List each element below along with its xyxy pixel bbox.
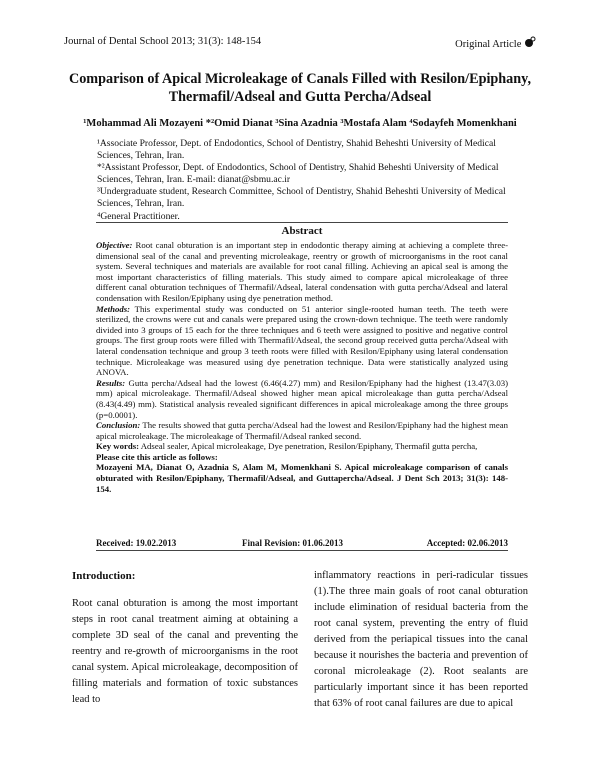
abstract-heading: Abstract (281, 225, 323, 237)
methods-text: This experimental study was conducted on 51 anterior single-rooted human teeth. The teeth were sterilized, the crowns were cut and canals were prepared using the crown-down technique. The teeth were randomly divided into 3 groups of 15 each for the three techniques and 6 teeth were assigned to positive and negative control groups. The first group roots were filled with Thermafil/Adseal, the second group received gutta percha/Adseal with lateral condensation technique and group 3 teeth roots were filled with Resilon/Epiphany using lateral condensation technique. Microleakage was measured using dye penetration technique. Data were statistically analyzed using ANOVA. (96, 303, 508, 378)
keywords-paragraph (96, 441, 508, 452)
author-list: ¹Mohammad Ali Mozayeni *²Omid Dianat ³Sina Azadnia ³Mostafa Alam ⁴Sodayfeh Momenkhani (83, 118, 517, 129)
final-revision-date: Final Revision: 01.06.2013 (242, 538, 344, 548)
conclusion-paragraph (96, 420, 508, 441)
dates-row (96, 538, 508, 551)
keywords-text: Adseal sealer, Apical microleakage, Dye penetration, Resilon/Epiphany, Thermafil gutta percha, (139, 441, 478, 452)
results-paragraph (96, 378, 508, 420)
intro-paragraph-left: Root canal obturation is among the most important steps in root canal treatment aiming at obtaining a complete 3D seal of the canal and preventing the reentry and re-growth of microorganisms in the root canal system. Apical microleakage, decomposition of filling materials and formation of toxic substances lead to (72, 598, 298, 705)
methods-label: Methods: (96, 303, 131, 314)
affiliation-4: ⁴General Practitioner. (97, 210, 180, 222)
keywords-label: Key words: (96, 441, 140, 452)
received-date: Received: 19.02.2013 (96, 538, 177, 548)
body-right-column (314, 568, 528, 712)
citation-text: Mozayeni MA, Dianat O, Azadnia S, Alam M, Momenkhani S. Apical microleakage comparison of canals obturated with Resilon/Epiphany, Thermafil/Adseal, and Guttapercha/Adseal. J Dent Sch 2013; 31(3): 148-154. (96, 462, 508, 494)
objective-paragraph (96, 240, 508, 304)
conclusion-label: Conclusion: (96, 420, 141, 431)
introduction-heading: Introduction: (72, 570, 136, 582)
objective-text: Root canal obturation is an important step in endodontic therapy aiming at achieving a complete three-dimensional seal of the canal and preventing microleakage, reentry or growth of microorganisms in the root canal system. Several techniques and materials are available for root canal filling. Achieving an apical seal is among the most important characteristics of filling materials. This study aimed to compare apical microleakage of three different canal obturation techniques of Thermafil/Adseal, lateral condensation with gutta percha/Adseal and lateral condensation with Resilon/Epiphany using dye penetration method. (96, 240, 508, 303)
results-text: Gutta percha/Adseal had the lowest (6.46(4.27) mm) and Resilon/Epiphany had the highest (13.47(3.03) mm) apical microleakage. Thermafil/Adseal showed higher mean apical microleakage than gutta percha/Adseal (8.43(4.49) mm). Statistical analysis revealed significant differences in apical microleakage among the three groups (p=0.0001). (96, 377, 508, 420)
accepted-date: Accepted: 02.06.2013 (426, 538, 508, 548)
objective-label: Objective: (96, 240, 133, 250)
journal-header: Journal of Dental School 2013; 31(3): 148-154 (64, 36, 262, 47)
body-left-column (72, 568, 298, 708)
logo-icon (524, 36, 536, 48)
conclusion-text: The results showed that gutta percha/Adseal had the lowest and Resilon/Epiphany had the highest mean apical microleakage. The microleakage of Thermafil/Adseal ranked second. (96, 420, 508, 441)
affiliation-3: ³Undergraduate student, Research Committee, School of Dentistry, Shahid Beheshti University of Medical Sciences, Tehran, Iran. (97, 186, 506, 209)
article-title: Comparison of Apical Microleakage of Canals Filled with Resilon/Epiphany, Thermafil/Adseal and Gutta Percha/Adseal (68, 71, 532, 105)
article-type-label (455, 36, 536, 50)
affiliation-2: *²Assistant Professor, Dept. of Endodontics, School of Dentistry, Shahid Beheshti University of Medical Sciences, Tehran, Iran. E-mail: dianat@sbmu.ac.ir (97, 162, 499, 185)
abstract-body (96, 240, 508, 494)
article-type-text: Original Article (455, 39, 522, 50)
intro-paragraph-right: inflammatory reactions in peri-radicular tissues (1).The three main goals of root canal obturation include elimination of residual bacteria from the root canal system, preventing the entry of fluid derived from the periapical tissues into the canal because it nourishes the bacteria and prevention of coronal microleakage (2). Root sealants are particularly important since it has been reported that 63% of root canal failures are due to apical (314, 570, 528, 709)
cite-heading: Please cite this article as follows: (96, 451, 218, 462)
affiliation-1: ¹Associate Professor, Dept. of Endodontics, School of Dentistry, Shahid Beheshti University of Medical Sciences, Tehran, Iran. (97, 138, 496, 161)
methods-paragraph (96, 304, 508, 378)
affiliations (97, 138, 507, 223)
results-label: Results: (96, 377, 126, 388)
